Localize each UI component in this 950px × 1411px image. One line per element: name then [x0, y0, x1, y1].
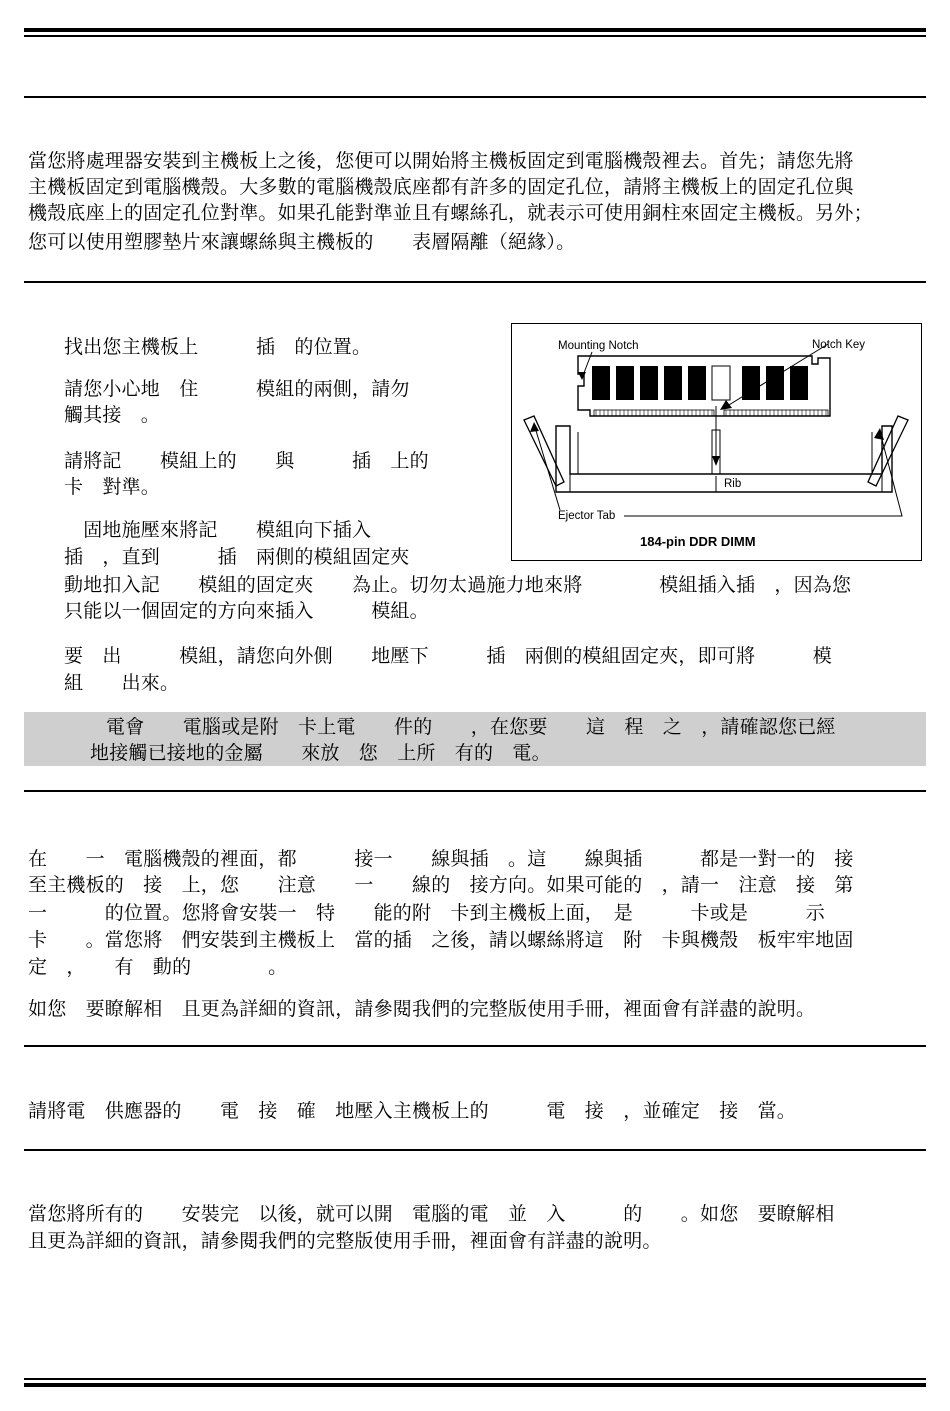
memory-step-4-line-4: 只能以一個固定的方向來插入 模組。 [64, 600, 429, 622]
dimm-diagram [511, 323, 922, 561]
expansion-more-info: 如您 要瞭解相 且更為詳細的資訊，請參閱我們的完整版使用手冊，裡面會有詳盡的說明。 [28, 998, 816, 1020]
section-divider [24, 1149, 926, 1151]
expansion-line-1: 在 一 電腦機殼的裡面，都 接一 線與插 。這 線與插 都是一對一的 接 [28, 848, 854, 870]
memory-step-4-line-3: 動地扣入記 模組的固定夾 為止。切勿太過施力地來將 模組插入插 ，因為您 [64, 574, 852, 596]
label-rib: Rib [724, 478, 742, 490]
section-divider [24, 1045, 926, 1047]
expansion-line-3: 一 的位置。您將會安裝一 特 能的附 卡到主機板上面， 是 卡或是 示 [28, 902, 825, 924]
memory-step-4-line-1: 固地施壓來將記 模組向下插入 [64, 519, 372, 541]
final-line-1: 當您將所有的 安裝完 以後，就可以開 電腦的電 並 入 的 。如您 要瞭解相 [28, 1203, 835, 1225]
bottom-rule-thin [24, 1378, 926, 1380]
memory-step-1: 找出您主機板上 插 的位置。 [64, 336, 372, 358]
memory-step-2-line-2: 觸其接 。 [64, 404, 161, 426]
memory-step-5-line-1: 要 出 模組，請您向外側 地壓下 插 兩側的模組固定夾，即可將 模 [64, 645, 833, 667]
bottom-rule-thick [24, 1383, 926, 1387]
memory-step-4-line-2: 插 ，直到 插 兩側的模組固定夾 [64, 546, 410, 568]
intro-line-1: 當您將處理器安裝到主機板上之後，您便可以開始將主機板固定到電腦機殼裡去。首先；請您先將 [28, 150, 854, 172]
caution-line-1: 電會 電腦或是附 卡上電 件的 ，在您要 這 程 之 ，請確認您已經 [106, 716, 836, 738]
dimm-illustration [512, 324, 923, 562]
intro-line-4: 您可以使用塑膠墊片來讓螺絲與主機板的 表層隔離（絕緣）。 [28, 231, 576, 253]
memory-step-3-line-1: 請將記 模組上的 與 插 上的 [64, 450, 429, 472]
caution-line-2: 地接觸已接地的金屬 來放 您 上所 有的 電。 [90, 742, 551, 764]
label-mounting-notch: Mounting Notch [558, 340, 639, 352]
expansion-line-2: 至主機板的 接 上，您 注意 一 線的 接方向。如果可能的 ，請一 注意 接 第 [28, 874, 854, 896]
label-ejector-tab: Ejector Tab [558, 510, 616, 522]
top-rule-thick [24, 28, 926, 32]
expansion-line-4: 卡 。當您將 們安裝到主機板上 當的插 之後，請以螺絲將這 附 卡與機殼 板牢牢地固 [28, 929, 854, 951]
memory-step-5-line-2: 組 出來。 [64, 672, 180, 694]
memory-chips [592, 366, 808, 400]
intro-line-2: 主機板固定到電腦機殼。大多數的電腦機殼底座都有許多的固定孔位，請將主機板上的固定孔位與 [28, 176, 854, 198]
section-divider [24, 790, 926, 792]
diagram-title: 184-pin DDR DIMM [640, 534, 756, 549]
section-divider [24, 281, 926, 283]
section-divider [24, 96, 926, 98]
top-rule-thin [24, 35, 926, 37]
memory-step-2-line-1: 請您小心地 住 模組的兩側，請勿 [64, 378, 410, 400]
power-line: 請將電 供應器的 電 接 確 地壓入主機板上的 電 接 ，並確定 接 當。 [28, 1100, 797, 1122]
memory-step-3-line-2: 卡 對準。 [64, 476, 161, 498]
expansion-line-5: 定 ， 有 動的 。 [28, 956, 288, 978]
label-notch-key: Notch Key [812, 339, 866, 351]
intro-line-3: 機殼底座上的固定孔位對準。如果孔能對準並且有螺絲孔，就表示可使用銅柱來固定主機板。另外； [28, 202, 873, 224]
final-line-2: 且更為詳細的資訊，請參閱我們的完整版使用手冊，裡面會有詳盡的說明。 [28, 1230, 662, 1252]
